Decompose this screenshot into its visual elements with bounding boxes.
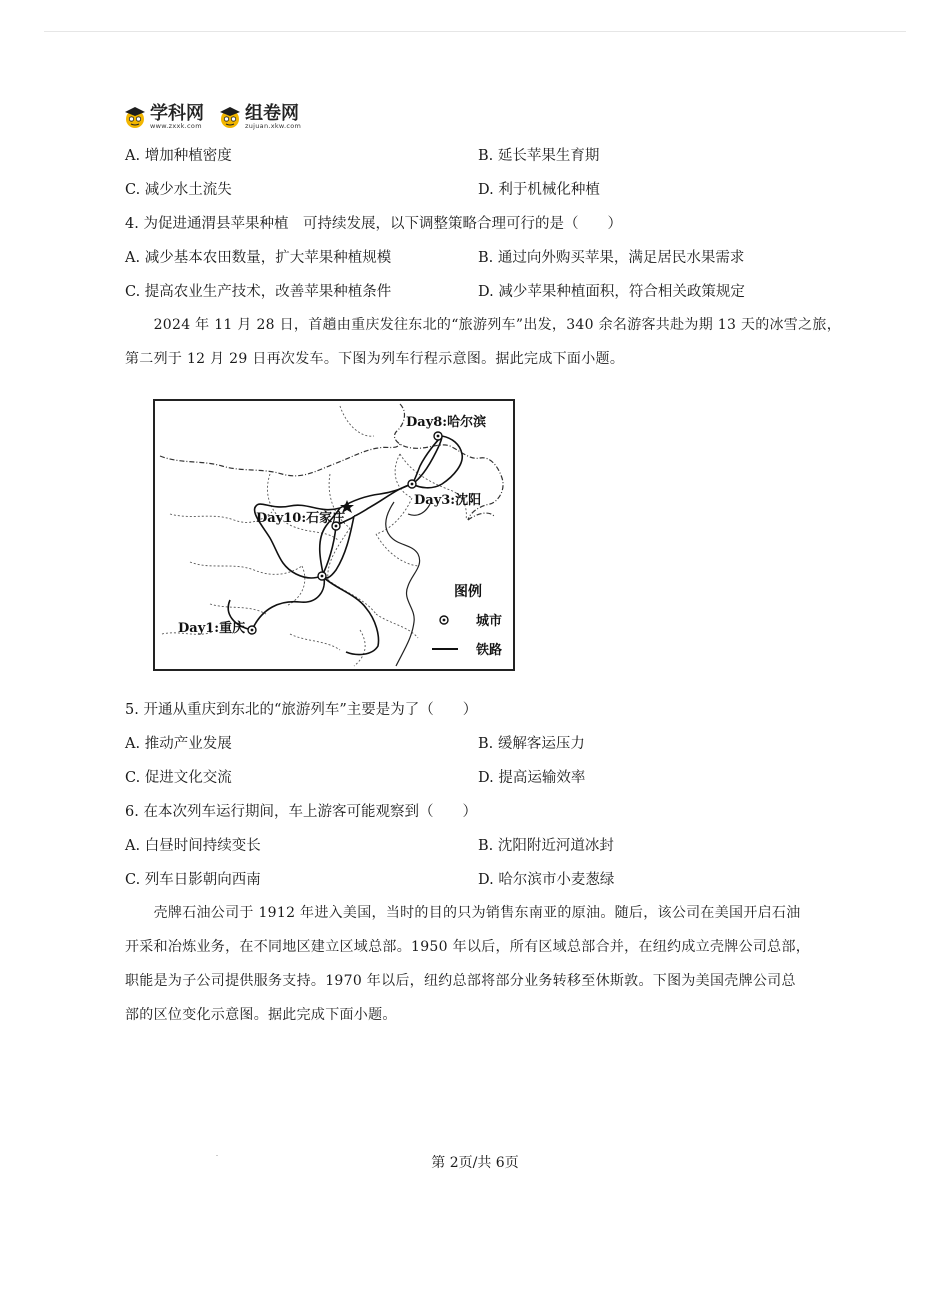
q6-stem: 6. 在本次列车运行期间，车上游客可能观察到（ ） bbox=[125, 804, 477, 820]
passage2-line-3: 职能是为子公司提供服务支持。1970 年以后，纽约总部将部分业务转移至休斯敦。下图为美国壳牌公司总 bbox=[125, 973, 796, 989]
header-rule bbox=[44, 31, 906, 32]
q5-stem: 5. 开通从重庆到东北的“旅游列车”主要是为了（ ） bbox=[125, 702, 478, 718]
passage2-line-1: 壳牌石油公司于 1912 年进入美国，当时的目的只为销售东南亚的原油。随后，该公司在美国开启石油 bbox=[125, 905, 801, 921]
legend-rail-label: 铁路 bbox=[476, 643, 503, 658]
legend-title: 图例 bbox=[454, 584, 482, 600]
city-label-harbin: Day8:哈尔滨 bbox=[406, 415, 487, 430]
q3-option-c: C. 减少水土流失 bbox=[125, 182, 232, 198]
city-label-shijiazhuang: Day10:石家庄 bbox=[256, 511, 346, 526]
mascot-icon bbox=[123, 105, 147, 129]
q5-option-a: A. 推动产业发展 bbox=[125, 736, 232, 752]
logo-xueke-name: 学科网 bbox=[150, 102, 204, 124]
mascot-icon bbox=[218, 105, 242, 129]
q3-option-d: D. 利于机械化种植 bbox=[478, 182, 600, 198]
q4-option-b: B. 通过向外购买苹果，满足居民水果需求 bbox=[478, 250, 745, 266]
city-label-chongqing: Day1:重庆 bbox=[178, 621, 246, 636]
q4-stem: 4. 为促进通渭县苹果种植 可持续发展，以下调整策略合理可行的是（ ） bbox=[125, 216, 622, 232]
q6-option-a: A. 白昼时间持续变长 bbox=[125, 838, 261, 854]
logo-xueke-url: www.zxxk.com bbox=[150, 121, 202, 130]
q5-option-c: C. 促进文化交流 bbox=[125, 770, 232, 786]
logo-xueke bbox=[123, 102, 204, 132]
q6-option-b: B. 沈阳附近河道冰封 bbox=[478, 838, 614, 854]
q5-option-b: B. 缓解客运压力 bbox=[478, 736, 585, 752]
q6-option-d: D. 哈尔滨市小麦葱绿 bbox=[478, 872, 615, 888]
passage1-line-2: 第二列于 12 月 29 日再次发车。下图为列车行程示意图。据此完成下面小题。 bbox=[125, 351, 625, 367]
legend-city-label: 城市 bbox=[476, 614, 503, 629]
q6-option-c: C. 列车日影朝向西南 bbox=[125, 872, 261, 888]
passage2-line-2: 开采和冶炼业务，在不同地区建立区域总部。1950 年以后，所有区域总部合并，在纽约成立壳牌公司总部， bbox=[125, 939, 811, 955]
page-number: 第 2页/共 6页 bbox=[431, 1155, 519, 1171]
q4-option-c: C. 提高农业生产技术，改善苹果种植条件 bbox=[125, 284, 392, 300]
q3-option-a: A. 增加种植密度 bbox=[125, 148, 232, 164]
train-route-map bbox=[150, 394, 520, 674]
logo-zujuan-name: 组卷网 bbox=[245, 102, 299, 124]
q4-option-a: A. 减少基本农田数量，扩大苹果种植规模 bbox=[125, 250, 392, 266]
q3-option-b: B. 延长苹果生育期 bbox=[478, 148, 600, 164]
logo-zujuan bbox=[218, 102, 301, 132]
q5-option-d: D. 提高运输效率 bbox=[478, 770, 586, 786]
logo-zujuan-url: zujuan.xkw.com bbox=[245, 121, 302, 130]
city-label-shenyang: Day3:沈阳 bbox=[414, 493, 482, 508]
passage1-line-1: 2024 年 11 月 28 日，首趟由重庆发往东北的“旅游列车”出发，340 余名游客共赴为期 13 天的冰雪之旅， bbox=[125, 317, 842, 333]
q4-option-d: D. 减少苹果种植面积，符合相关政策规定 bbox=[478, 284, 745, 300]
passage2-line-4: 部的区位变化示意图。据此完成下面小题。 bbox=[125, 1007, 397, 1023]
